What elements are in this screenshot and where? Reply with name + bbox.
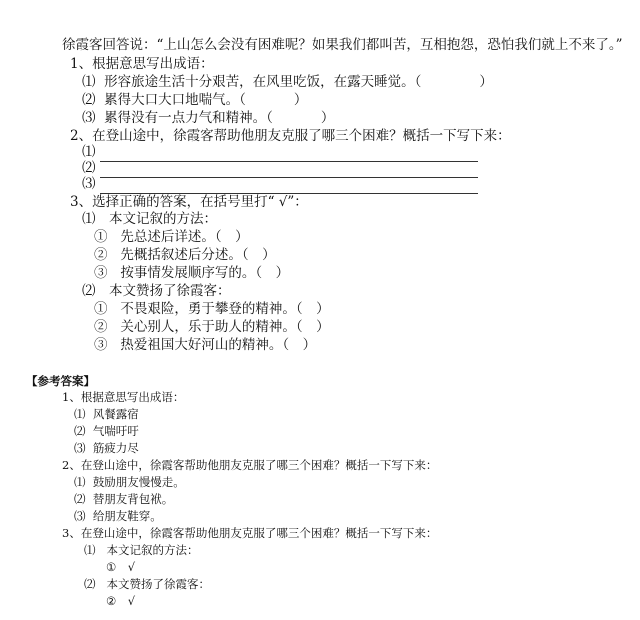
item-text: 形容旅途生活十分艰苦，在风里吃饭，在露天睡觉。（ [104,74,422,90]
q3-title: 3、选择正确的答案，在括号里打“ √”： [70,194,308,210]
item-number: ⑵ [74,492,86,506]
option-text: 关心别人，乐于助人的精神。（ ） [120,319,330,335]
option-text: 先概括叙述后分述。（ ） [120,247,276,263]
q3-sub1-option-2 [94,249,276,263]
option-mark: ③ [94,337,108,353]
option-text: 热爱祖国大好河山的精神。（ ） [120,337,317,353]
item-number: ⑵ [84,577,96,591]
item-number: ⑴ [84,543,96,557]
q2-title: 2、在登山途中，徐霞客帮助他朋友克服了哪三个困难？概括一下写下来： [70,128,511,144]
option-text: 不畏艰险，勇于攀登的精神。（ ） [120,301,330,317]
item-text: 替朋友背包袱。 [92,492,174,506]
q2-line-number-2: ⑵ [82,160,96,176]
close-paren: ） [320,110,335,126]
item-number: ⑴ [74,475,86,489]
a3-sub2-answer: ② √ [106,594,136,608]
a3-sub2-label [84,579,210,591]
option-mark: ① [94,301,108,317]
q1-item-1 [82,76,493,90]
item-text: 鼓励朋友慢慢走。 [92,475,185,489]
a3-sub1-answer: ① √ [106,560,136,574]
item-number: ⑴ [82,74,96,90]
option-mark: ② [94,247,108,263]
q2-line-number-1: ⑴ [82,144,96,160]
q3-sub2-option-2 [94,321,330,335]
q3-sub1-option-3 [94,267,289,281]
item-number: ⑶ [82,110,96,126]
item-number: ⑵ [74,424,86,438]
option-mark: ① [94,229,108,245]
option-mark: ② [94,319,108,335]
item-text: 本文记叙的方法： [106,543,199,557]
option-text: 先总述后详述。（ ） [120,229,249,245]
a2-title: 2、在登山途中，徐霞客帮助他朋友克服了哪三个困难？概括一下写下来： [62,458,438,472]
answers-header: 【参考答案】 [26,374,95,388]
q1-item-2 [82,94,307,108]
item-text: 气喘吁吁 [92,424,139,438]
item-text: 风餐露宿 [92,407,139,421]
q2-answer-line-1[interactable] [100,161,478,162]
a1-item-1 [74,409,139,421]
a1-item-2 [74,426,139,438]
q3-sub2-option-3 [94,339,316,353]
q3-sub1-option-1 [94,231,249,245]
q1-title: 1、根据意思写出成语： [70,56,214,72]
a3-sub1-label [84,545,198,557]
option-mark: ③ [94,265,108,281]
q1-item-3 [82,112,334,126]
q3-sub2-option-1 [94,303,330,317]
q3-sub1-label: ⑴ 本文记叙的方法： [82,211,217,227]
intro-paragraph: 徐霞客回答说：“上山怎么会没有困难呢？如果我们都叫苦，互相抱怨，恐怕我们就上不来了。” [62,37,623,53]
q2-line-number-3: ⑶ [82,176,96,192]
item-text: 累得大口大口地喘气。（ [104,92,246,108]
item-number: ⑴ [74,407,86,421]
close-paren: ） [479,74,493,90]
item-text: 累得没有一点力气和精神。（ [104,110,273,126]
close-paren: ） [293,92,308,108]
option-text: 按事情发展顺序写的。（ ） [120,265,290,281]
a1-title: 1、根据意思写出成语： [62,390,185,404]
a1-item-3 [74,443,139,455]
a2-item-2 [74,494,173,506]
item-text: 本文赞扬了徐霞客： [106,577,210,591]
item-number: ⑶ [74,509,86,523]
item-number: ⑶ [74,441,86,455]
a2-item-3 [74,511,162,523]
item-text: 筋疲力尽 [92,441,139,455]
q2-answer-line-2[interactable] [100,177,478,178]
a3-title: 3、在登山途中，徐霞客帮助他朋友克服了哪三个困难？概括一下写下来： [62,526,438,540]
item-text: 给朋友鞋穿。 [92,509,162,523]
q3-sub2-label: ⑵ 本文赞扬了徐霞客： [82,283,231,299]
a2-item-1 [74,477,185,489]
item-number: ⑵ [82,92,96,108]
